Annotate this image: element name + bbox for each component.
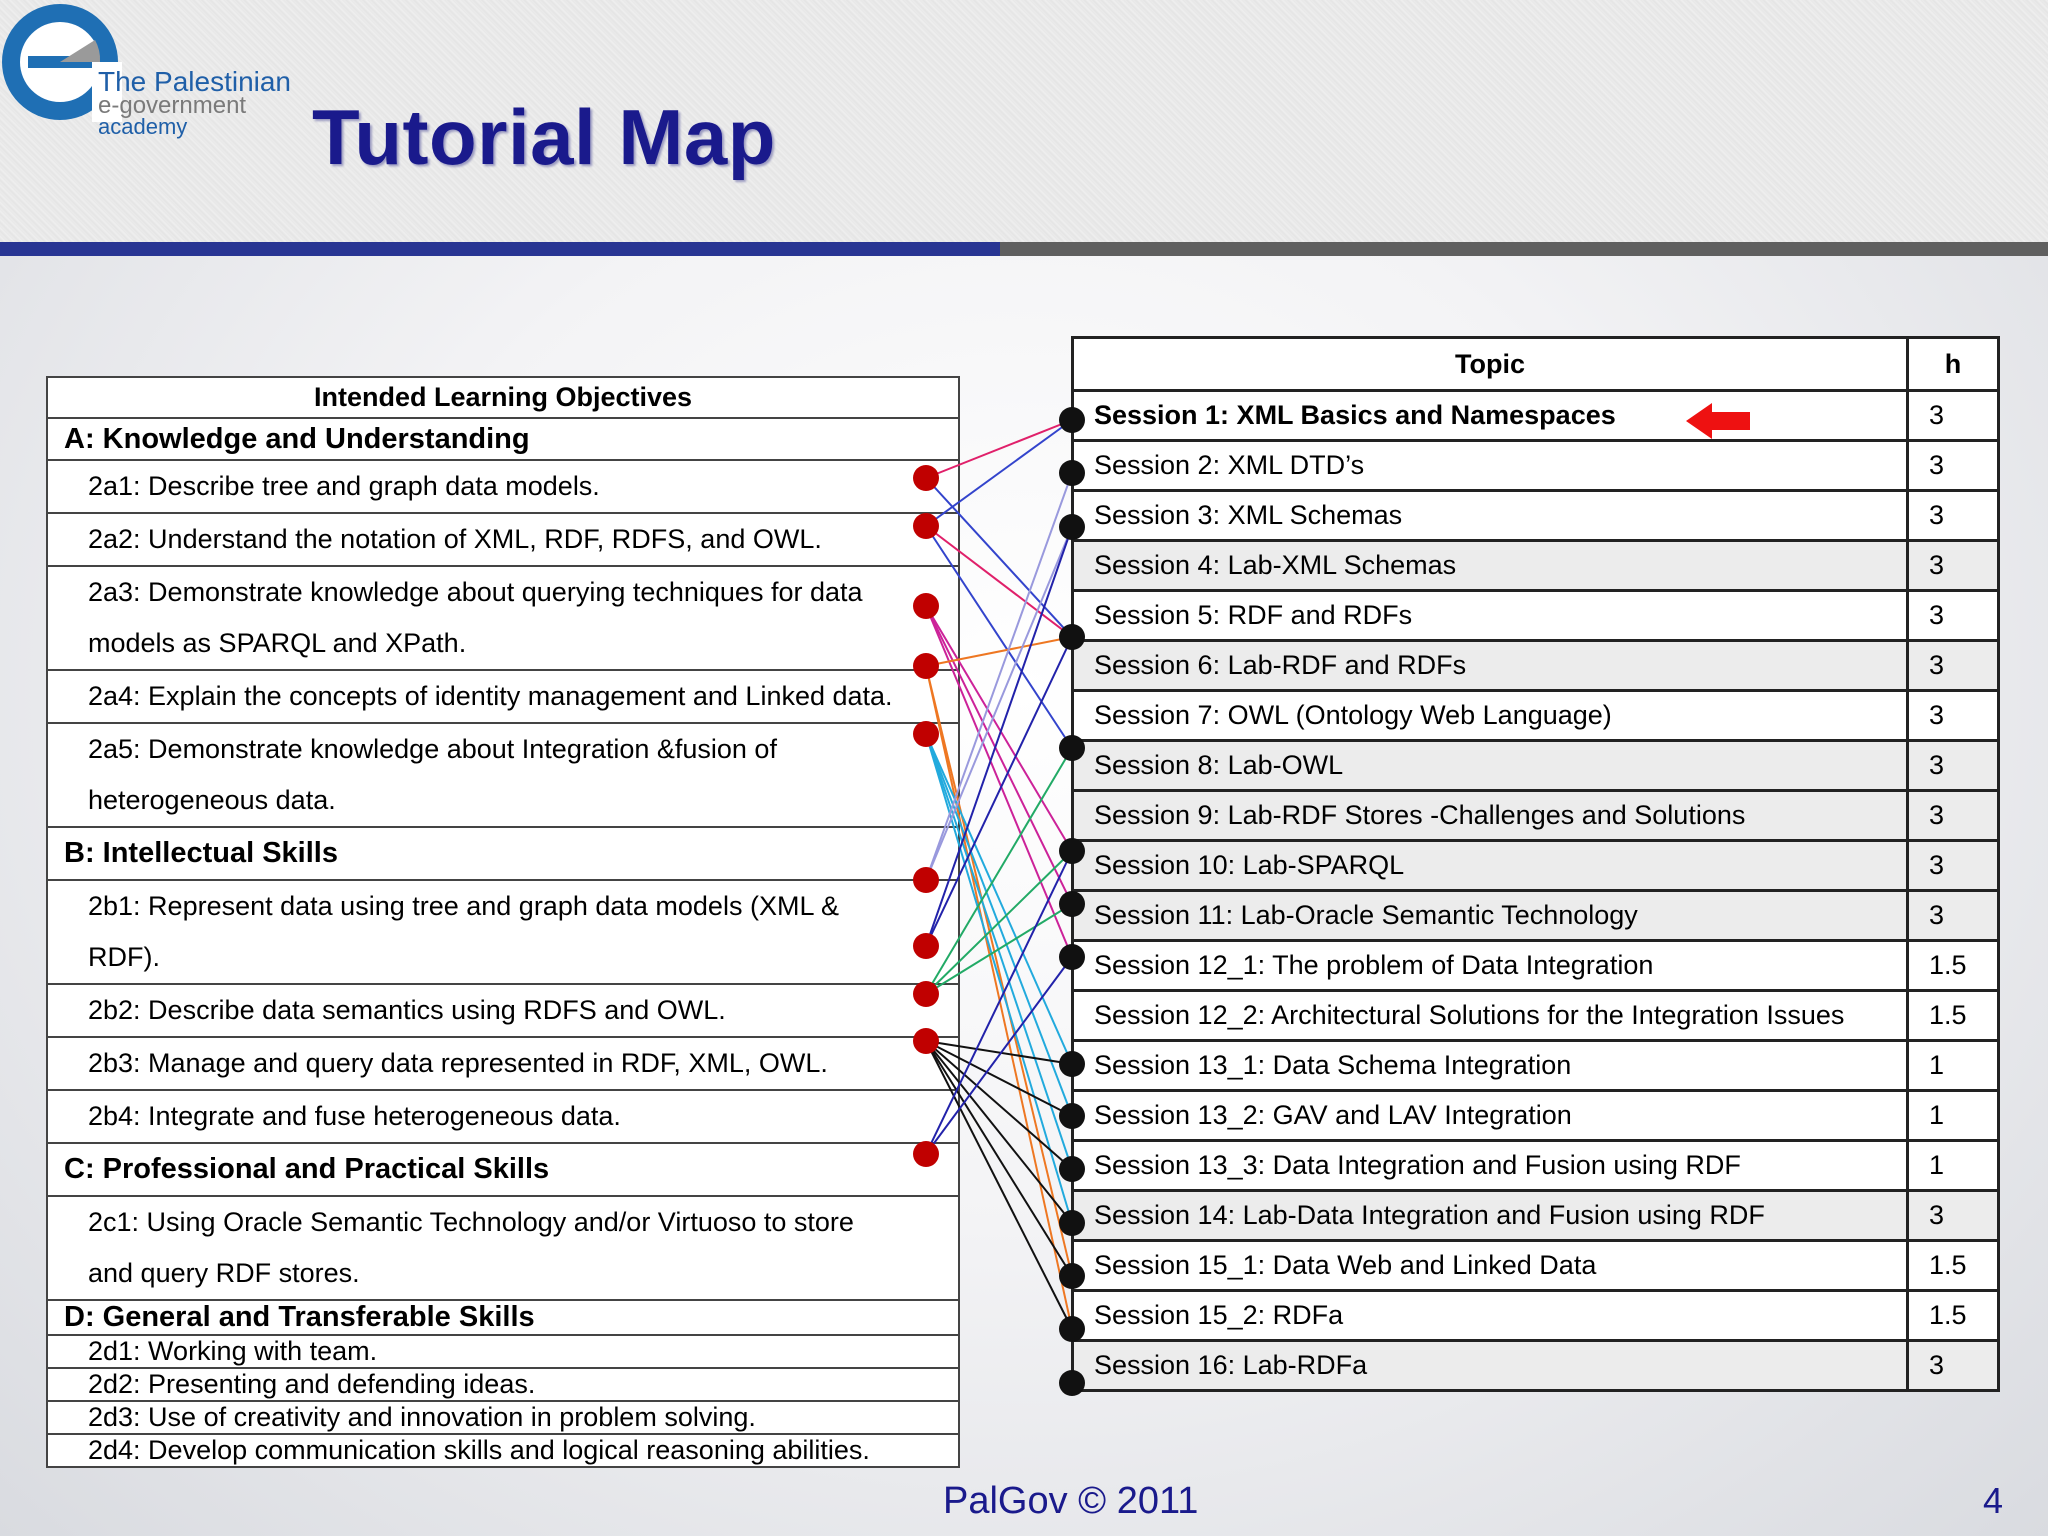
section-c-heading: C: Professional and Practical Skills: [47, 1143, 959, 1196]
page-number: 4: [1983, 1480, 2004, 1521]
hours-session-13-1: 1: [1908, 1041, 1999, 1091]
hours-session-1: 3: [1908, 391, 1999, 441]
topic-session-13-3: Session 13_3: Data Integration and Fusion using RDF: [1073, 1141, 1908, 1191]
topic-session-11: Session 11: Lab-Oracle Semantic Technology: [1073, 891, 1908, 941]
section-a-heading: A: Knowledge and Understanding: [47, 418, 959, 460]
objective-dot-a4: [913, 653, 939, 679]
objective-dot-a5: [913, 721, 939, 747]
session-dot-17: [1059, 1263, 1085, 1289]
hours-session-11: 3: [1908, 891, 1999, 941]
hours-session-15-2: 1.5: [1908, 1291, 1999, 1341]
objective-dot-b1a: [913, 867, 939, 893]
hours-session-15-1: 1.5: [1908, 1241, 1999, 1291]
logo-text-line2: e-government: [98, 92, 247, 119]
link-line-c1-session-9: [926, 851, 1072, 1154]
section-b-heading: B: Intellectual Skills: [47, 827, 959, 880]
link-line-b1a-session-2: [926, 473, 1072, 880]
session-dot-3: [1059, 514, 1085, 540]
topic-session-2: Session 2: XML DTD’s: [1073, 441, 1908, 491]
objective-2b1-line1: 2b1: Represent data using tree and graph data models (XML &: [88, 891, 839, 921]
objective-2a3-line1: 2a3: Demonstrate knowledge about querying techniques for data: [88, 577, 863, 607]
topic-session-5: Session 5: RDF and RDFs: [1073, 591, 1908, 641]
topic-session-12-2: Session 12_2: Architectural Solutions for the Integration Issues: [1073, 991, 1908, 1041]
objective-dot-b2: [913, 981, 939, 1007]
topic-session-16: Session 16: Lab-RDFa: [1073, 1341, 1908, 1391]
session-dot-19: [1059, 1370, 1085, 1396]
topic-header: Topic: [1073, 338, 1908, 391]
objective-2d3: 2d3: Use of creativity and innovation in problem solving.: [47, 1401, 959, 1434]
hours-session-8: 3: [1908, 741, 1999, 791]
session-dot-10: [1059, 891, 1085, 917]
objective-2c1-line1: 2c1: Using Oracle Semantic Technology and/or Virtuoso to store: [88, 1207, 854, 1237]
objective-2a4: 2a4: Explain the concepts of identity management and Linked data.: [47, 670, 959, 723]
hours-session-4: 3: [1908, 541, 1999, 591]
hours-session-16: 3: [1908, 1341, 1999, 1391]
topic-session-7: Session 7: OWL (Ontology Web Language): [1073, 691, 1908, 741]
objective-2a1: 2a1: Describe tree and graph data models.: [47, 460, 959, 513]
objective-dot-a3: [913, 593, 939, 619]
link-line-a4-session-18: [926, 666, 1072, 1329]
topic-session-10: Session 10: Lab-SPARQL: [1073, 841, 1908, 891]
link-line-b1b-session-3: [926, 527, 1072, 946]
objective-dot-a2: [913, 513, 939, 539]
topic-session-14: Session 14: Lab-Data Integration and Fusion using RDF: [1073, 1191, 1908, 1241]
topic-session-15-2: Session 15_2: RDFa: [1073, 1291, 1908, 1341]
session-dot-14: [1059, 1103, 1085, 1129]
topic-session-6: Session 6: Lab-RDF and RDFs: [1073, 641, 1908, 691]
session-dot-1: [1059, 407, 1085, 433]
objective-dot-b1b: [913, 933, 939, 959]
topic-session-9: Session 9: Lab-RDF Stores -Challenges and Solutions: [1073, 791, 1908, 841]
footer-copyright: PalGov © 2011: [943, 1480, 1199, 1522]
session-dot-16: [1059, 1210, 1085, 1236]
session-dot-13: [1059, 1051, 1085, 1077]
topic-session-15-1: Session 15_1: Data Web and Linked Data: [1073, 1241, 1908, 1291]
hours-session-7: 3: [1908, 691, 1999, 741]
topic-session-3: Session 3: XML Schemas: [1073, 491, 1908, 541]
objective-2a5-line1: 2a5: Demonstrate knowledge about Integration &fusion of: [88, 734, 777, 764]
session-dot-9: [1059, 838, 1085, 864]
objective-2d1: 2d1: Working with team.: [47, 1335, 959, 1368]
objective-2b4: 2b4: Integrate and fuse heterogeneous data.: [47, 1090, 959, 1143]
link-line-b1a-session-3: [926, 527, 1072, 880]
hours-session-13-2: 1: [1908, 1091, 1999, 1141]
hours-session-14: 3: [1908, 1191, 1999, 1241]
objective-dot-b3: [913, 1028, 939, 1054]
section-d-heading: D: General and Transferable Skills: [47, 1300, 959, 1335]
hours-session-3: 3: [1908, 491, 1999, 541]
objective-2b1-line2: RDF).: [88, 942, 160, 972]
session-dot-18: [1059, 1316, 1085, 1342]
page-title: Tutorial Map: [312, 93, 776, 181]
hours-header: h: [1908, 338, 1999, 391]
hours-session-12-2: 1.5: [1908, 991, 1999, 1041]
link-line-c1-session-11: [926, 957, 1072, 1154]
link-line-a2-session-7: [926, 526, 1072, 748]
logo-text-line3: academy: [98, 114, 188, 139]
topic-session-12-1: Session 12_1: The problem of Data Integration: [1073, 941, 1908, 991]
session-dot-15: [1059, 1156, 1085, 1182]
objective-2c1-line2: and query RDF stores.: [88, 1258, 360, 1288]
objective-dot-c1: [913, 1141, 939, 1167]
topic-session-1: Session 1: XML Basics and Namespaces: [1073, 391, 1908, 441]
hours-session-13-3: 1: [1908, 1141, 1999, 1191]
objective-2b3: 2b3: Manage and query data represented in RDF, XML, OWL.: [47, 1037, 959, 1090]
objective-2a5-line2: heterogeneous data.: [88, 785, 336, 815]
link-line-b3-session-16: [926, 1041, 1072, 1223]
objective-2b2: 2b2: Describe data semantics using RDFS and OWL.: [47, 984, 959, 1037]
objective-dot-a1: [913, 465, 939, 491]
hours-session-9: 3: [1908, 791, 1999, 841]
topic-session-4: Session 4: Lab-XML Schemas: [1073, 541, 1908, 591]
topic-session-13-1: Session 13_1: Data Schema Integration: [1073, 1041, 1908, 1091]
hours-session-12-1: 1.5: [1908, 941, 1999, 991]
hours-session-5: 3: [1908, 591, 1999, 641]
link-line-a2-session-1: [926, 420, 1072, 526]
hours-session-6: 3: [1908, 641, 1999, 691]
topic-session-13-2: Session 13_2: GAV and LAV Integration: [1073, 1091, 1908, 1141]
link-line-a3-session-9: [926, 606, 1072, 851]
link-line-b3-session-17: [926, 1041, 1072, 1276]
session-dot-7: [1059, 735, 1085, 761]
hours-session-2: 3: [1908, 441, 1999, 491]
objective-2d4: 2d4: Develop communication skills and logical reasoning abilities.: [47, 1434, 959, 1467]
session-dot-2: [1059, 460, 1085, 486]
logo-text-line1: The Palestinian: [98, 66, 292, 97]
topic-session-8: Session 8: Lab-OWL: [1073, 741, 1908, 791]
session-dot-11: [1059, 944, 1085, 970]
session-dot-5: [1059, 624, 1085, 650]
link-line-a1-session-1: [926, 420, 1072, 478]
hours-session-10: 3: [1908, 841, 1999, 891]
current-session-arrow-icon: [1686, 401, 1752, 441]
objective-2a3-line2: models as SPARQL and XPath.: [88, 628, 467, 658]
objective-2d2: 2d2: Presenting and defending ideas.: [47, 1368, 959, 1401]
objectives-header: Intended Learning Objectives: [47, 377, 959, 418]
objective-2a2: 2a2: Understand the notation of XML, RDF, RDFS, and OWL.: [47, 513, 959, 566]
